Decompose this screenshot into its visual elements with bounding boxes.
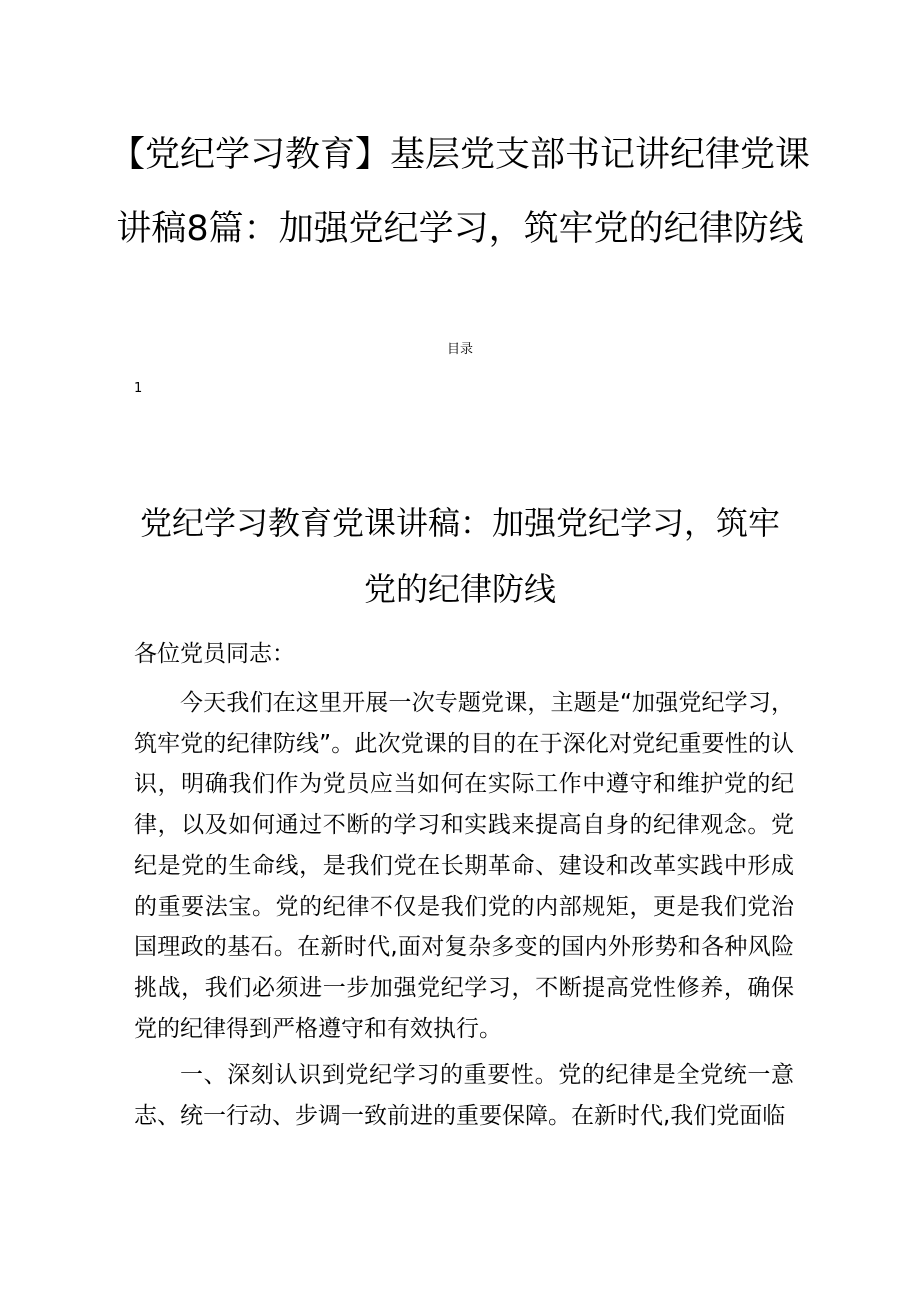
section-title: 党纪学习教育党课讲稿：加强党纪学习，筑牢党的纪律防线 [140,504,781,608]
toc-label: 目录 [446,342,473,357]
paragraph-intro: 今天我们在这里开展一次专题党课，主题是“加强党纪学习，筑牢党的纪律防线”。此次党课的目的在于深化对党纪重要性的认识，明确我们作为党员应当如何在实际工作中遵守和维护党的纪律，以及如何通过不断的学习和实践来提高自身的纪律观念。党纪是党的生命线，是我们党在长期革命、建设和改革实践中形成的重要法宝。党的纪律不仅是我们党的内部规矩，更是我们党治国理政的基石。在新时代,面对复杂多变的国内外形势和各种风险挑战，我们必须进一步加强党纪学习，不断提高党性修养，确保党的纪律得到严格遵守和有效执行。 [134,690,794,1042]
document-title: 【党纪学习教育】基层党支部书记讲纪律党课讲稿8篇：加强党纪学习，筑牢党的纪律防线 [109,135,810,249]
toc-entry-number: 1 [134,381,143,396]
salutation: 各位党员同志： [134,641,295,667]
paragraph-section-1: 一、深刻认识到党纪学习的重要性。党的纪律是全党统一意志、统一行动、步调一致前进的重要保障。在新时代,我们党面临 [134,1062,794,1130]
document-body [134,683,794,1143]
